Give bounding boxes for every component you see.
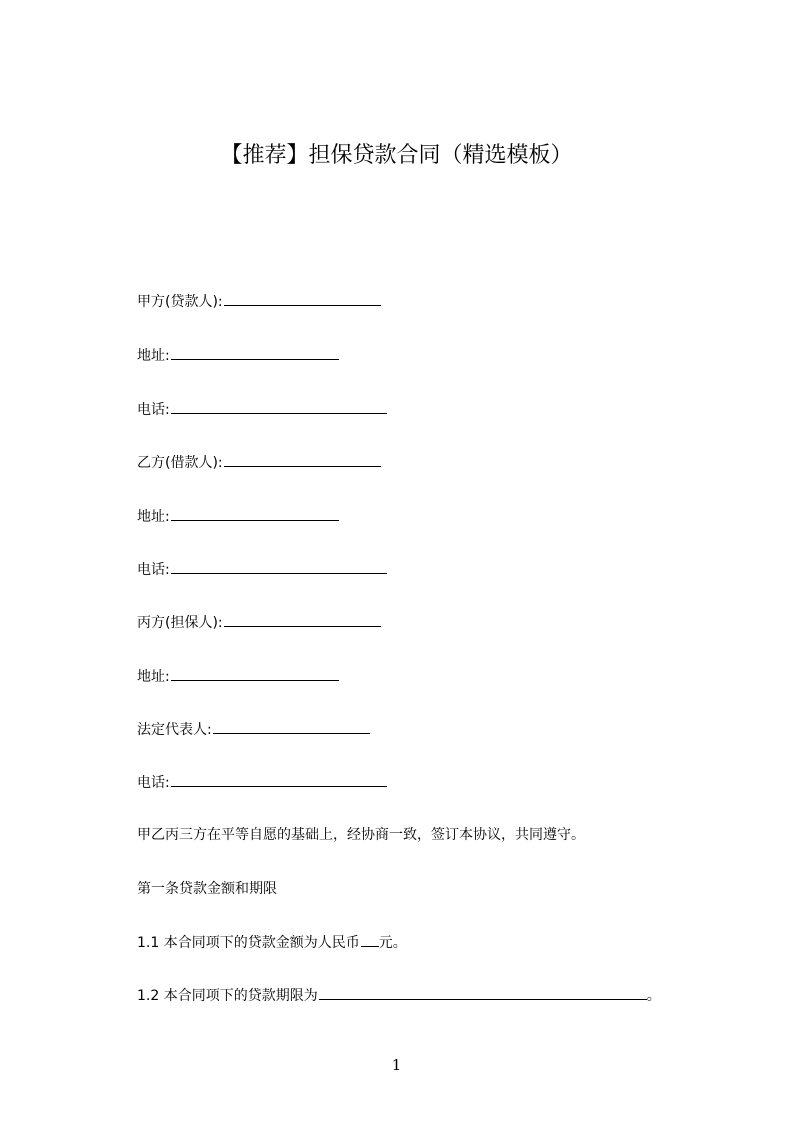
party-c-blank	[224, 612, 381, 627]
party-a-blank	[224, 291, 381, 306]
party-a-phone-label: 电话:	[137, 402, 170, 418]
clause-1-1-prefix: 1.1 本合同项下的贷款金额为人民币	[137, 935, 360, 951]
clause-1-2	[137, 985, 661, 1006]
party-b-label: 乙方(借款人):	[137, 455, 223, 471]
article-1-heading: 第一条贷款金额和期限	[137, 881, 277, 897]
intro-paragraph: 甲乙丙三方在平等自愿的基础上，经协商一致，签订本协议，共同遵守。	[137, 827, 585, 843]
clause-1-1-suffix: 元。	[378, 935, 407, 951]
party-c-label: 丙方(担保人):	[137, 615, 223, 631]
party-b-phone-blank	[171, 559, 387, 574]
party-a-phone-blank	[171, 399, 387, 414]
clause-1-1	[137, 932, 407, 953]
party-b-line	[137, 452, 381, 473]
party-a-label: 甲方(贷款人):	[137, 294, 223, 310]
party-c-rep-label: 法定代表人:	[137, 722, 212, 738]
party-c-rep-line	[137, 719, 370, 740]
party-c-phone-label: 电话:	[137, 775, 170, 791]
page-number: 1	[391, 1056, 402, 1074]
clause-1-1-amount-blank	[361, 932, 379, 947]
party-b-address-line	[137, 506, 339, 527]
clause-1-2-term-blank	[319, 985, 647, 1000]
party-c-address-line	[137, 666, 339, 687]
party-c-rep-blank	[213, 719, 370, 734]
party-c-phone-blank	[171, 772, 387, 787]
party-a-address-blank	[171, 345, 339, 360]
party-a-address-label: 地址:	[137, 348, 170, 364]
party-c-address-blank	[171, 666, 339, 681]
party-c-phone-line	[137, 772, 387, 793]
party-a-line	[137, 291, 381, 312]
party-b-address-label: 地址:	[137, 509, 170, 525]
clause-1-2-prefix: 1.2 本合同项下的贷款期限为	[137, 988, 318, 1004]
party-b-blank	[224, 452, 381, 467]
party-b-address-blank	[171, 506, 339, 521]
clause-1-2-suffix: 。	[646, 988, 661, 1004]
party-c-address-label: 地址:	[137, 669, 170, 685]
party-c-line	[137, 612, 381, 633]
document-title: 【推荐】担保贷款合同（精选模板）	[220, 143, 573, 168]
party-b-phone-line	[137, 559, 387, 580]
party-a-phone-line	[137, 399, 387, 420]
party-a-address-line	[137, 345, 339, 366]
party-b-phone-label: 电话:	[137, 562, 170, 578]
